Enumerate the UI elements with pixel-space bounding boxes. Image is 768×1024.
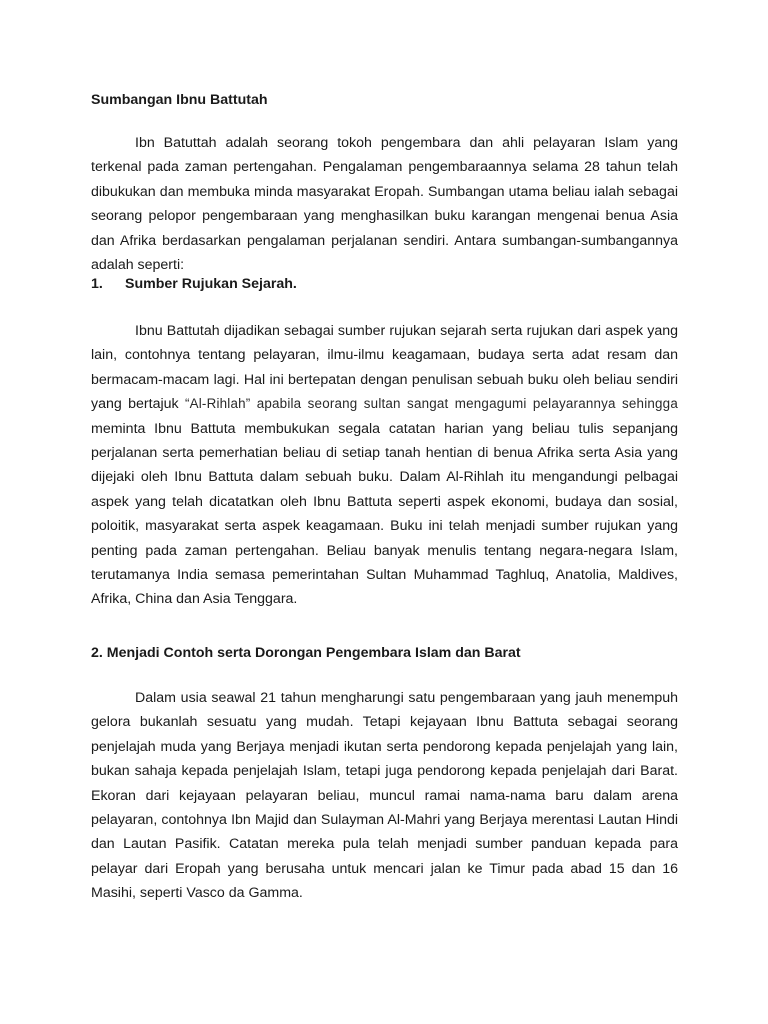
section-1-title: Sumber Rujukan Sejarah. <box>125 276 297 292</box>
section-1-paragraph-part-b: meminta Ibnu Battuta membukukan segala catatan harian yang beliau tulis sepanjang perjalanan serta pemerhatian beliau di setiap tanah hentian di benua Afrika serta Asia yang dijejaki oleh Ibnu Battuta dalam sebuah buku. Dalam Al-Rihlah itu mengandungi pelbagai aspek yang telah dicatatkan oleh Ibnu Battuta seperti aspek ekonomi, budaya dan sosial, poloitik, masyarakat serta aspek keagamaan. Buku ini telah menjadi sumber rujukan yang penting pada zaman pertengahan. Beliau banyak menulis tentang negara-negara Islam, terutamanya India semasa pemerintahan Sultan Muhammad Taghluq, Anatolia, Maldives, Afrika, China dan Asia Tenggara. <box>91 420 678 608</box>
section-2-paragraph: Dalam usia seawal 21 tahun mengharungi satu pengembaraan yang jauh menempuh gelora bukanlah sesuatu yang mudah. Tetapi kejayaan Ibnu Battuta sebagai seorang penjelajah muda yang Berjaya menjadi ikutan serta pendorong kepada penjelajah yang lain, bukan sahaja kepada penjelajah Islam, tetapi juga pendorong kepada penjelajah dari Barat. Ekoran dari kejayaan pelayaran beliau, muncul ramai nama-nama baru dalam arena pelayaran, contohnya Ibn Majid dan Sulayman Al-Mahri yang Berjaya merentasi Lautan Hindi dan Lautan Pasifik. Catatan mereka pula telah menjadi sumber panduan kepada para pelayar dari Eropah yang berusaha untuk mencari jalan ke Timur pada abad 15 dan 16 Masihi, seperti Vasco da Gamma. <box>91 690 678 902</box>
section-1-heading <box>91 274 297 294</box>
section-1-paragraph-part-a: Ibnu Battutah dijadikan sebagai sumber rujukan sejarah serta rujukan dari aspek yang lain, contohnya tentang pelayaran, ilmu-ilmu keagamaan, budaya serta adat resam dan bermacam-macam lagi. Hal ini bertepatan dengan penulisan sebuah buku oleh beliau sendiri yang bertajuk <box>91 323 678 413</box>
al-rihlah-quote: “Al-Rihlah” apabila seorang sultan sangat mengagumi pelayarannya sehingga <box>184 396 678 412</box>
intro-paragraph: Ibn Batuttah adalah seorang tokoh pengembara dan ahli pelayaran Islam yang terkenal pada zaman pertengahan. Pengalaman pengembaraannya selama 28 tahun telah dibukukan dan membuka minda masyarakat Eropah. Sumbangan utama beliau ialah sebagai seorang pelopor pengembaraan yang menghasilkan buku karangan mengenai benua Asia dan Afrika berdasarkan pengalaman perjalanan sendiri. Antara sumbangan-sumbangannya adalah seperti: <box>91 135 678 274</box>
section-1-paragraph <box>91 319 678 612</box>
section-1-number: 1. <box>91 276 103 292</box>
document-title: Sumbangan Ibnu Battutah <box>91 92 268 108</box>
section-2-heading: 2. Menjadi Contoh serta Dorongan Pengembara Islam dan Barat <box>91 645 521 661</box>
